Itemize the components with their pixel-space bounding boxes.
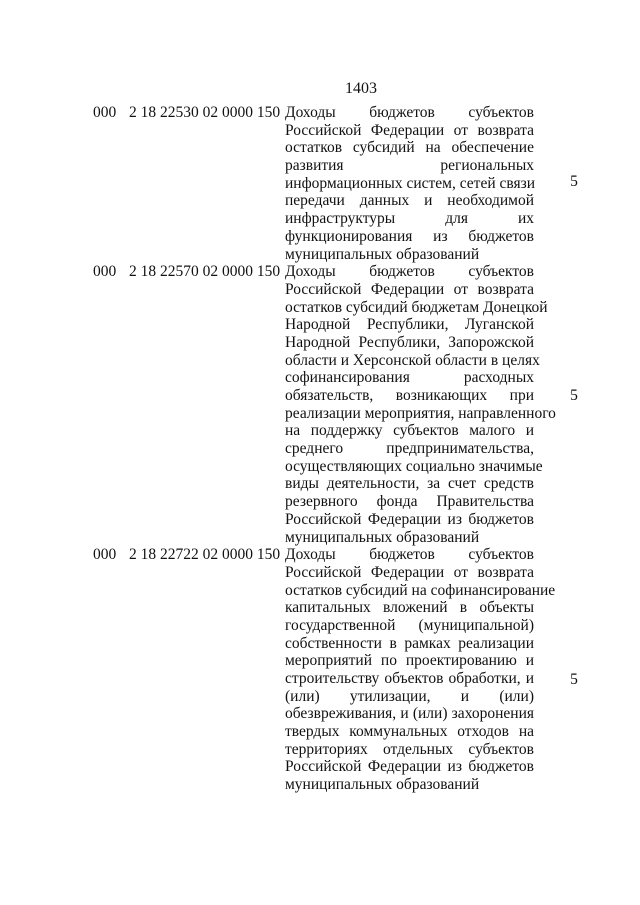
description-line: собственности в рамках реализации: [285, 634, 534, 652]
description-line: муниципальных образований: [285, 528, 480, 546]
table-row: [0, 104, 640, 263]
description-line: инфраструктуры для их: [285, 210, 534, 228]
description-line: остатков субсидий бюджетам Донецкой: [285, 298, 548, 316]
description-line: Российской Федерации от возврата: [285, 280, 534, 298]
description-line: передачи данных и необходимой: [285, 192, 534, 210]
description-line: Доходы бюджетов субъектов: [285, 263, 534, 281]
description-line: обязательств, возникающих при: [285, 387, 534, 404]
table-row: [0, 546, 640, 794]
admin-code: 000: [93, 546, 117, 564]
description-line: мероприятий по проектированию и: [285, 652, 534, 670]
value-cell: 5: [570, 173, 578, 190]
page-number: 1403: [345, 80, 377, 97]
budget-classification-code: 2 18 22722 02 0000 150: [129, 546, 281, 564]
description-line: обезвреживания, и (или) захоронения: [285, 705, 534, 723]
description-line: (или) утилизации, и (или): [285, 687, 534, 705]
value-cell: 5: [570, 387, 578, 405]
admin-code: 000: [93, 104, 117, 121]
description-line: Российской Федерации от возврата: [285, 121, 534, 139]
description-line: территориях отдельных субъектов: [285, 740, 534, 758]
description-line: реализации мероприятия, направленного: [285, 404, 556, 422]
description-line: резервного фонда Правительства: [285, 493, 534, 511]
description-line: функционирования из бюджетов: [285, 227, 534, 245]
description-line: Доходы бюджетов субъектов: [285, 104, 534, 121]
description-line: развития региональных: [285, 157, 534, 175]
description-line: капитальных вложений в объекты: [285, 599, 534, 617]
description-line: строительству объектов обработки, и: [285, 670, 534, 687]
revenue-description: [285, 263, 556, 546]
description-line: твердых коммунальных отходов на: [285, 723, 534, 741]
revenue-description: [285, 546, 556, 794]
description-line: на поддержку субъектов малого и: [285, 422, 534, 440]
description-line: Народной Республики, Луганской: [285, 316, 534, 334]
description-line: муниципальных образований: [285, 245, 480, 263]
table-row: [0, 263, 640, 546]
budget-classification-code: 2 18 22570 02 0000 150: [129, 263, 281, 281]
description-line: Народной Республики, Запорожской: [285, 333, 534, 351]
description-line: остатков субсидий на софинансирование: [285, 581, 556, 599]
description-line: Доходы бюджетов субъектов: [285, 546, 534, 564]
value-cell: 5: [570, 671, 578, 689]
admin-code: 000: [93, 263, 117, 281]
description-line: информационных систем, сетей связи: [285, 174, 536, 192]
description-line: остатков субсидий на обеспечение: [285, 139, 534, 157]
description-line: осуществляющих социально значимые: [285, 457, 543, 475]
description-line: среднего предпринимательства,: [285, 440, 534, 458]
description-line: Российской Федерации от возврата: [285, 563, 534, 581]
budget-classification-code: 2 18 22530 02 0000 150: [129, 104, 281, 121]
description-line: виды деятельности, за счет средств: [285, 475, 534, 493]
description-line: государственной (муниципальной): [285, 616, 534, 634]
description-line: Российской Федерации из бюджетов: [285, 510, 534, 528]
description-line: муниципальных образований: [285, 776, 480, 794]
budget-table: [0, 104, 640, 794]
description-line: Российской Федерации из бюджетов: [285, 758, 534, 776]
description-line: области и Херсонской области в целях: [285, 351, 540, 369]
revenue-description: [285, 104, 534, 263]
description-line: софинансирования расходных: [285, 369, 534, 387]
